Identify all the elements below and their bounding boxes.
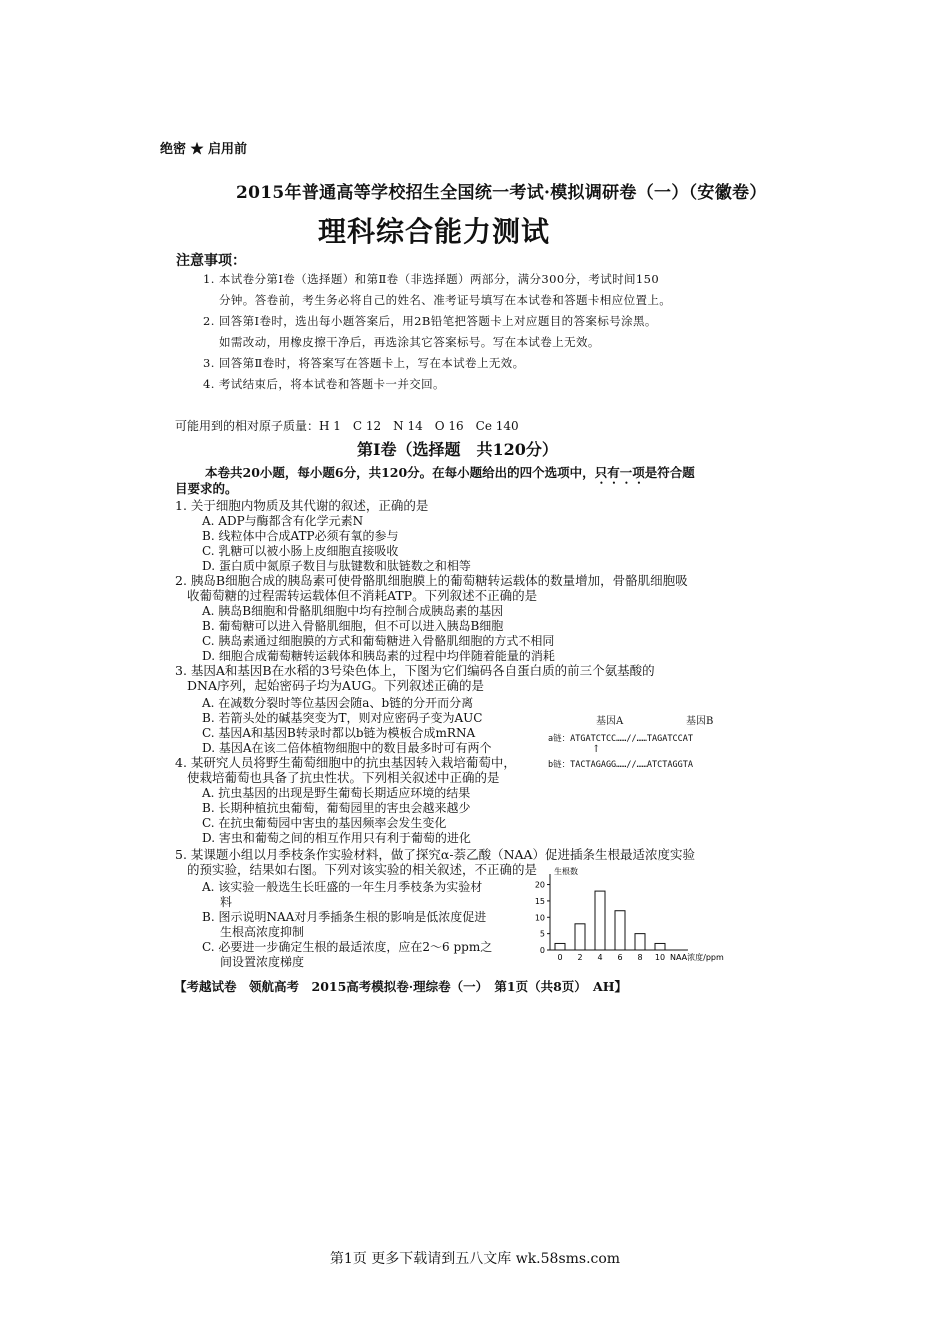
q3-option-a: A. 在减数分裂时等位基因会随a、b链的分开而分离: [202, 696, 474, 710]
q2-option-c: C. 胰岛素通过细胞膜的方式和葡萄糖进入骨骼肌细胞的方式不相同: [202, 634, 555, 648]
note-line: 2. 回答第Ⅰ卷时，选出每小题答案后，用2B铅笔把答题卡上对应题目的答案标号涂黑。: [203, 314, 657, 328]
y-tick-label: 20: [534, 880, 545, 890]
q4-option-c: C. 在抗虫葡萄园中害虫的基因频率会发生变化: [202, 816, 447, 830]
strand-b-sequence: b链：TACTAGAGG……//……ATCTAGGTA: [548, 760, 693, 770]
q2-option-a: A. 胰岛B细胞和骨骼肌细胞中均有控制合成胰岛素的基因: [202, 604, 504, 618]
q5-option-c: C. 必要进一步确定生根的最适浓度，应在2～6 ppm之: [202, 940, 493, 954]
atomic-masses: 可能用到的相对原子质量：H 1 C 12 N 14 O 16 Ce 140: [175, 419, 519, 433]
bar-naa-10: [655, 943, 665, 950]
q1-option-a: A. ADP与酶都含有化学元素N: [202, 514, 364, 528]
note-line: 1. 本试卷分第Ⅰ卷（选择题）和第Ⅱ卷（非选择题）两部分，满分300分，考试时间150: [203, 272, 660, 286]
section-title: 第Ⅰ卷（选择题 共120分）: [357, 440, 558, 459]
strand-a-sequence: a链：ATGATCTCC……//……TAGATCCAT: [548, 734, 693, 744]
confidential-label: 绝密 ★ 启用前: [160, 142, 248, 157]
q5-option-a-cont: 料: [220, 895, 233, 909]
y-axis-label: 生根数: [554, 867, 578, 876]
exam-title: 2015年普通高等学校招生全国统一考试·模拟调研卷（一）（安徽卷）: [236, 183, 767, 203]
question-4-stem-cont: 使栽培葡萄也具备了抗虫性状。下列相关叙述中正确的是: [187, 770, 500, 785]
question-5-stem: 5. 某课题小组以月季枝条作实验材料，做了探究α-萘乙酸（NAA）促进插条生根最适浓度实验: [175, 847, 696, 862]
arrow-icon: ↑: [592, 744, 601, 755]
dna-sequence-figure: [548, 712, 738, 772]
gene-b-label: 基因B: [686, 716, 714, 727]
y-tick-label: 0: [539, 946, 545, 955]
q3-option-c: C. 基因A和基因B转录时都以b链为模板合成mRNA: [202, 726, 476, 740]
bar-naa-4: [595, 891, 605, 950]
y-tick-label: 15: [534, 896, 545, 906]
y-tick-label: 10: [534, 913, 545, 923]
naa-rooting-chart: [520, 862, 760, 970]
test-title: 理科综合能力测试: [318, 215, 551, 248]
exam-footer-bar: 【考越试卷 领航高考 2015高考模拟卷·理综卷（一） 第1页（共8页） AH】: [174, 979, 628, 994]
x-axis-label: NAA浓度/ppm: [670, 953, 724, 962]
q5-option-b: B. 图示说明NAA对月季插条生根的影响是低浓度促进: [202, 910, 487, 924]
bar-naa-0: [555, 943, 565, 950]
question-2-stem-cont: 收葡萄糖的过程需转运载体但不消耗ATP。下列叙述不正确的是: [187, 588, 538, 603]
q2-option-b: B. 葡萄糖可以进入骨骼肌细胞，但不可以进入胰岛B细胞: [202, 619, 504, 633]
intro-text: 本卷共20小题，每小题6分，共120分。在每小题给出的四个选项中，: [205, 465, 595, 480]
x-tick-label: 10: [654, 953, 666, 962]
x-tick-label: 4: [597, 953, 603, 962]
bar-naa-2: [575, 924, 585, 950]
q5-option-c-cont: 间设置浓度梯度: [220, 955, 305, 969]
x-tick-label: 8: [637, 953, 643, 962]
question-5-stem-cont: 的预实验，结果如右图。下列对该实验的相关叙述，不正确的是: [187, 862, 538, 877]
note-line: 4. 考试结束后，将本试卷和答题卡一并交回。: [203, 377, 445, 391]
notes-heading: 注意事项：: [176, 253, 246, 269]
q4-option-b: B. 长期种植抗虫葡萄，葡萄园里的害虫会越来越少: [202, 801, 471, 815]
note-line: 如需改动，用橡皮擦干净后，再选涂其它答案标号。写在本试卷上无效。: [219, 335, 600, 349]
question-3-stem: 3. 基因A和基因B在水稻的3号染色体上，下图为它们编码各自蛋白质的前三个氨基酸的: [175, 663, 655, 678]
section-intro: [205, 465, 695, 487]
bar-naa-6: [615, 911, 625, 950]
q2-option-d: D. 细胞合成葡萄糖转运载体和胰岛素的过程中均伴随着能量的消耗: [202, 649, 555, 663]
q5-option-a: A. 该实验一般选生长旺盛的一年生月季枝条为实验材: [202, 880, 483, 894]
q3-option-b: B. 若箭头处的碱基突变为T，则对应密码子变为AUC: [202, 711, 483, 725]
q4-option-a: A. 抗虫基因的出现是野生葡萄长期适应环境的结果: [202, 786, 471, 800]
page-footer: 第1页 更多下载请到五八文库 wk.58sms.com: [329, 1251, 621, 1267]
question-1-stem: 1. 关于细胞内物质及其代谢的叙述，正确的是: [175, 498, 429, 513]
x-tick-label: 6: [617, 953, 623, 962]
intro-text-tail: 是符合题: [644, 465, 695, 480]
q5-option-b-cont: 生根高浓度抑制: [220, 925, 305, 939]
bar-naa-8: [635, 934, 645, 950]
gene-a-label: 基因A: [596, 716, 624, 727]
question-2-stem: 2. 胰岛B细胞合成的胰岛素可使骨骼肌细胞膜上的葡萄糖转运载体的数量增加，骨骼肌细胞吸: [175, 573, 688, 588]
q3-option-d: D. 基因A在该二倍体植物细胞中的数目最多时可有两个: [202, 741, 492, 755]
q1-option-c: C. 乳糖可以被小肠上皮细胞直接吸收: [202, 544, 399, 558]
note-line: 3. 回答第Ⅱ卷时，将答案写在答题卡上，写在本试卷上无效。: [203, 356, 525, 370]
intro-emphasis: 只有一项: [594, 465, 645, 480]
q1-option-b: B. 线粒体中合成ATP必须有氧的参与: [202, 529, 399, 543]
q1-option-d: D. 蛋白质中氮原子数目与肽键数和肽链数之和相等: [202, 559, 471, 573]
note-line: 分钟。答卷前，考生务必将自己的姓名、准考证号填写在本试卷和答题卡相应位置上。: [219, 293, 672, 307]
x-tick-label: 0: [557, 953, 563, 962]
x-tick-label: 2: [577, 953, 583, 962]
question-3-stem-cont: DNA序列，起始密码子均为AUG。下列叙述正确的是: [187, 678, 485, 693]
q4-option-d: D. 害虫和葡萄之间的相互作用只有利于葡萄的进化: [202, 831, 471, 845]
y-tick-label: 5: [539, 929, 545, 939]
section-intro-cont: 目要求的。: [175, 481, 238, 496]
question-4-stem: 4. 某研究人员将野生葡萄细胞中的抗虫基因转入栽培葡萄中，: [175, 755, 516, 770]
